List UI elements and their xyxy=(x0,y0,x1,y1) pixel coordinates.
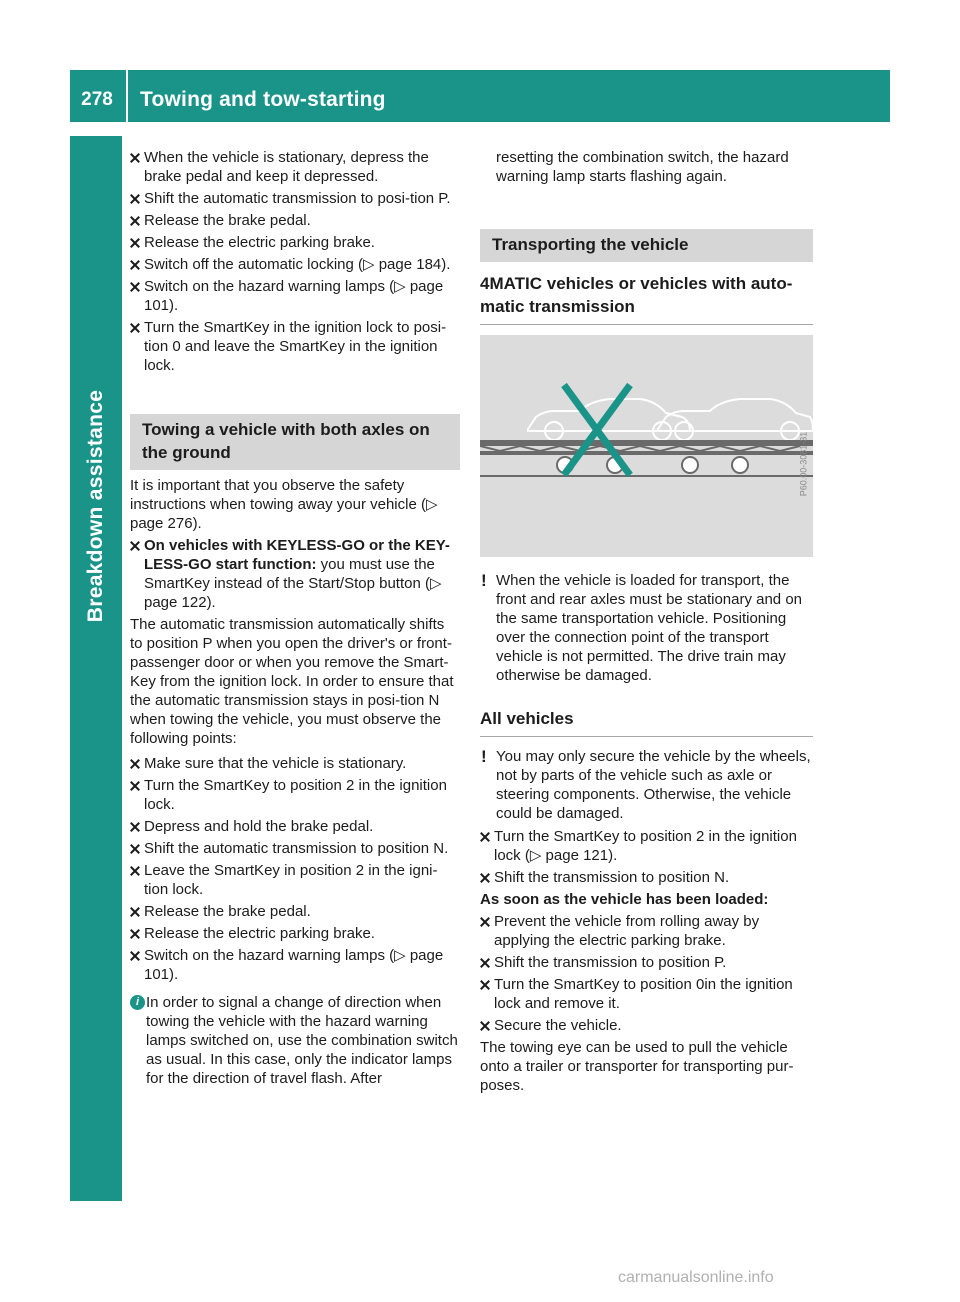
step-arrow-icon xyxy=(130,906,140,917)
step-arrow-icon xyxy=(480,957,490,968)
instruction-step: Prevent the vehicle from rolling away by applying the electric parking brake. xyxy=(480,912,813,950)
towing-eye-paragraph: The towing eye can be used to pull the vehicle onto a trailer or transporter for transporting pur-poses. xyxy=(480,1039,794,1094)
step-arrow-icon xyxy=(130,237,140,248)
instruction-step: Turn the SmartKey to position 0in the ignition lock and remove it. xyxy=(480,975,813,1013)
bogie-wheel xyxy=(732,457,748,473)
instruction-step: Switch off the automatic locking (▷ page 184). xyxy=(130,255,460,274)
instruction-step: On vehicles with KEYLESS-GO or the KEY-LESS-GO start function: you must use the SmartKey instead of the Start/Stop button (▷ page 122). xyxy=(130,536,460,612)
step-arrow-icon xyxy=(130,281,140,292)
step-arrow-icon xyxy=(130,821,140,832)
warning-icon: ! xyxy=(481,571,487,590)
page-number: 278 xyxy=(81,89,113,110)
header-divider xyxy=(126,70,128,122)
section-heading-towing: Towing a vehicle with both axles on the ground xyxy=(130,414,460,470)
step-arrow-icon xyxy=(480,916,490,927)
intro-paragraph: It is important that you observe the safety instructions when towing away your vehicle (▷ page 276). xyxy=(130,477,438,532)
info-icon: i xyxy=(130,995,145,1010)
step-arrow-icon xyxy=(130,950,140,961)
instruction-step: Make sure that the vehicle is stationary. xyxy=(130,754,460,773)
step-arrow-icon xyxy=(130,758,140,769)
instruction-step: Secure the vehicle. xyxy=(480,1016,813,1035)
instruction-step: Shift the transmission to position N. xyxy=(480,868,813,887)
instruction-step: Shift the transmission to position P. xyxy=(480,953,813,972)
transporter-deck xyxy=(480,440,813,446)
warning-icon: ! xyxy=(481,747,487,766)
transporter-truss xyxy=(480,446,800,451)
step-arrow-icon xyxy=(130,780,140,791)
instruction-step: Switch on the hazard warning lamps (▷ page 101). xyxy=(130,946,460,984)
section-heading-transport: Transporting the vehicle xyxy=(480,229,813,262)
step-arrow-icon xyxy=(130,865,140,876)
instruction-step: Turn the SmartKey in the ignition lock to posi-tion 0 and leave the SmartKey in the ignition lock. xyxy=(130,318,460,375)
subheading-4matic: 4MATIC vehicles or vehicles with auto-matic transmission xyxy=(480,272,813,325)
step-arrow-icon xyxy=(480,1020,490,1031)
step-arrow-icon xyxy=(130,322,140,333)
subheading-all-vehicles: All vehicles xyxy=(480,707,813,737)
instruction-step: Release the electric parking brake. xyxy=(130,233,460,252)
watermark: carmanualsonline.info xyxy=(618,1269,774,1286)
warning-note: ! When the vehicle is loaded for transport, the front and rear axles must be stationary and on the same transportation vehicle. Positioning over the connection point of the transport vehicle is not permitted. The drive train may otherwise be damaged. xyxy=(481,571,803,684)
instruction-step: Release the brake pedal. xyxy=(130,902,460,921)
car-body xyxy=(658,399,813,431)
left-column xyxy=(130,148,460,1092)
instruction-step: Turn the SmartKey to position 2 in the ignition lock. xyxy=(130,776,460,814)
transport-figure xyxy=(480,335,813,557)
step-arrow-icon xyxy=(130,152,140,163)
step-arrow-icon xyxy=(480,872,490,883)
instruction-step: Turn the SmartKey to position 2 in the ignition lock (▷ page 121). xyxy=(480,827,813,865)
instruction-step: Release the brake pedal. xyxy=(130,211,460,230)
instruction-step: When the vehicle is stationary, depress the brake pedal and keep it depressed. xyxy=(130,148,460,186)
bogie-wheel xyxy=(682,457,698,473)
keyless-label: On vehicles with KEYLESS-GO or the KEY-LESS-GO start function: xyxy=(144,537,450,573)
step-arrow-icon xyxy=(130,540,140,551)
warning-note: ! You may only secure the vehicle by the wheels, not by parts of the vehicle such as axle or steering components. Otherwise, the vehicle could be damaged. xyxy=(481,747,811,822)
info-note-continued: resetting the combination switch, the hazard warning lamp starts flashing again. xyxy=(496,149,789,185)
ground-line xyxy=(480,475,813,477)
step-arrow-icon xyxy=(130,843,140,854)
step-arrow-icon xyxy=(130,259,140,270)
info-note: i In order to signal a change of direction when towing the vehicle with the hazard warning lamps switched on, use the combination switch as usual. In this case, only the indicator lamps for the direction of travel flash. After xyxy=(130,993,460,1088)
loaded-heading: As soon as the vehicle has been loaded: xyxy=(480,891,769,908)
step-arrow-icon xyxy=(480,979,490,990)
side-tab-label xyxy=(70,136,122,876)
transport-illustration xyxy=(480,335,813,557)
step-arrow-icon xyxy=(130,928,140,939)
instruction-step: Shift the automatic transmission to position N. xyxy=(130,839,460,858)
instruction-step: Depress and hold the brake pedal. xyxy=(130,817,460,836)
instruction-step: Shift the automatic transmission to posi-tion P. xyxy=(130,189,460,208)
instruction-step: Leave the SmartKey in position 2 in the igni-tion lock. xyxy=(130,861,460,899)
step-arrow-icon xyxy=(480,831,490,842)
transporter-rail xyxy=(480,451,813,455)
instruction-step: Switch on the hazard warning lamps (▷ page 101). xyxy=(130,277,460,315)
step-arrow-icon xyxy=(130,215,140,226)
instruction-step: Release the electric parking brake. xyxy=(130,924,460,943)
right-column xyxy=(480,148,813,1098)
step-arrow-icon xyxy=(130,193,140,204)
side-tab-text: Breakdown assistance xyxy=(84,389,107,623)
figure-code: P60.00-3081-31 xyxy=(798,431,809,497)
automatic-paragraph: The automatic transmission automatically shifts to position P when you open the driver's or front-passenger door or when you remove the Smart-Key from the ignition lock. In order to ensure that the automatic transmission stays in posi-tion N when towing the vehicle, you must observe the following points: xyxy=(130,616,454,747)
page-title: Towing and tow-starting xyxy=(140,88,386,111)
